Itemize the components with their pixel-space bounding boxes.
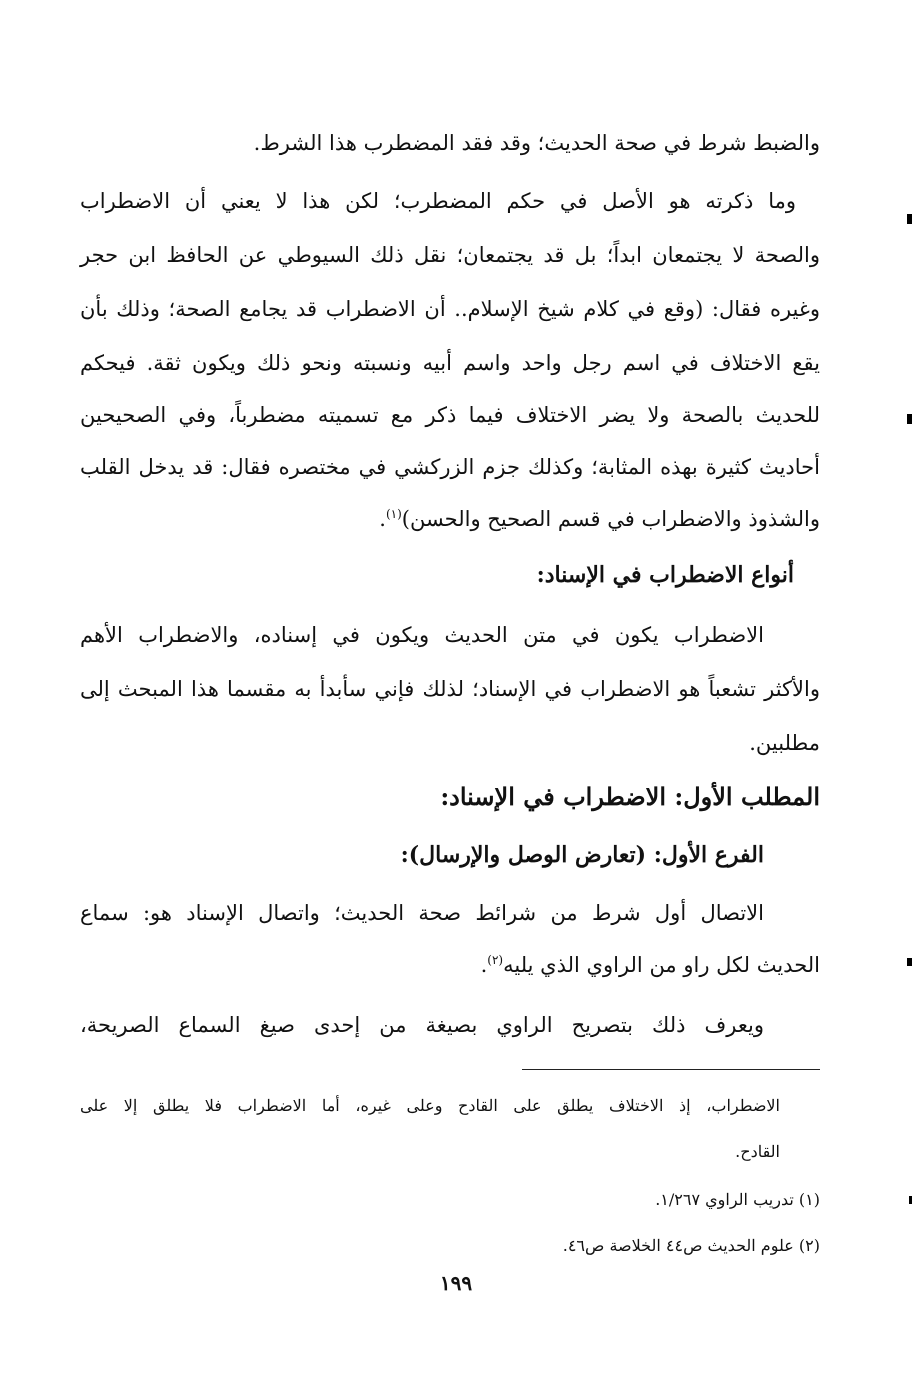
section-heading: أنواع الاضطراب في الإسناد: <box>536 562 794 588</box>
section-heading: المطلب الأول: الاضطراب في الإسناد: <box>440 782 820 811</box>
body-line: وغيره فقال: (وقع في كلام شيخ الإسلام.. أن الاضطراب قد يجامع الصحة؛ وذلك بأن <box>80 297 820 321</box>
body-line: والأكثر تشعباً هو الاضطراب في الإسناد؛ لذلك فإني سأبدأ به مقسما هذا المبحث إلى <box>80 677 820 701</box>
body-line: والشذوذ والاضطراب في قسم الصحيح والحسن)$^{(١)}$. <box>379 507 820 531</box>
footnote-line: (٢) علوم الحديث ص٤٤ الخلاصة ص٤٦. <box>562 1236 820 1255</box>
body-line: الحديث لكل راو من الراوي الذي يليه$^{(٢)}$. <box>480 953 820 977</box>
footnote-ref: (١) <box>385 507 402 521</box>
subsection-heading: الفرع الأول: (تعارض الوصل والإرسال): <box>400 842 764 868</box>
scan-edge-mark <box>907 214 912 224</box>
body-line: والضبط شرط في صحة الحديث؛ وقد فقد المضطرب هذا الشرط. <box>253 131 820 155</box>
body-line: أحاديث كثيرة بهذه المثابة؛ وكذلك جزم الزركشي في مختصره فقال: قد يدخل القلب <box>80 455 820 479</box>
body-line: وما ذكرته هو الأصل في حكم المضطرب؛ لكن هذا لا يعني أن الاضطراب <box>80 189 796 213</box>
body-line: ويعرف ذلك بتصريح الراوي بصيغة من إحدى صيغ السماع الصريحة، <box>80 1013 764 1037</box>
footnote-separator <box>522 1069 820 1070</box>
body-line: الاتصال أول شرط من شرائط صحة الحديث؛ واتصال الإسناد هو: سماع <box>80 901 764 925</box>
scan-edge-mark <box>907 958 912 966</box>
footnote-line: القادح. <box>735 1142 780 1161</box>
body-line: مطلبين. <box>749 731 820 755</box>
footnote-line: (١) تدريب الراوي ١/٢٦٧. <box>655 1190 820 1209</box>
body-line: والصحة لا يجتمعان ابداً؛ بل قد يجتمعان؛ نقل ذلك السيوطي عن الحافظ ابن حجر <box>80 243 820 267</box>
scan-edge-mark <box>907 414 912 424</box>
body-line: للحديث بالصحة ولا يضر الاختلاف فيما ذكر مع تسميته مضطرباً، وفي الصحيحين <box>80 403 820 427</box>
page-number: ١٩٩ <box>439 1271 473 1295</box>
footnote-line: الاضطراب، إذ الاختلاف يطلق على القادح وعلى غيره، أما الاضطراب فلا يطلق إلا على <box>80 1096 780 1115</box>
footnote-ref: (٢) <box>487 953 504 967</box>
body-line: يقع الاختلاف في اسم رجل واحد واسم أبيه ونسبته ونحو ذلك ويكون ثقة. فيحكم <box>80 351 820 375</box>
body-line: الاضطراب يكون في متن الحديث ويكون في إسناده، والاضطراب الأهم <box>80 623 764 647</box>
